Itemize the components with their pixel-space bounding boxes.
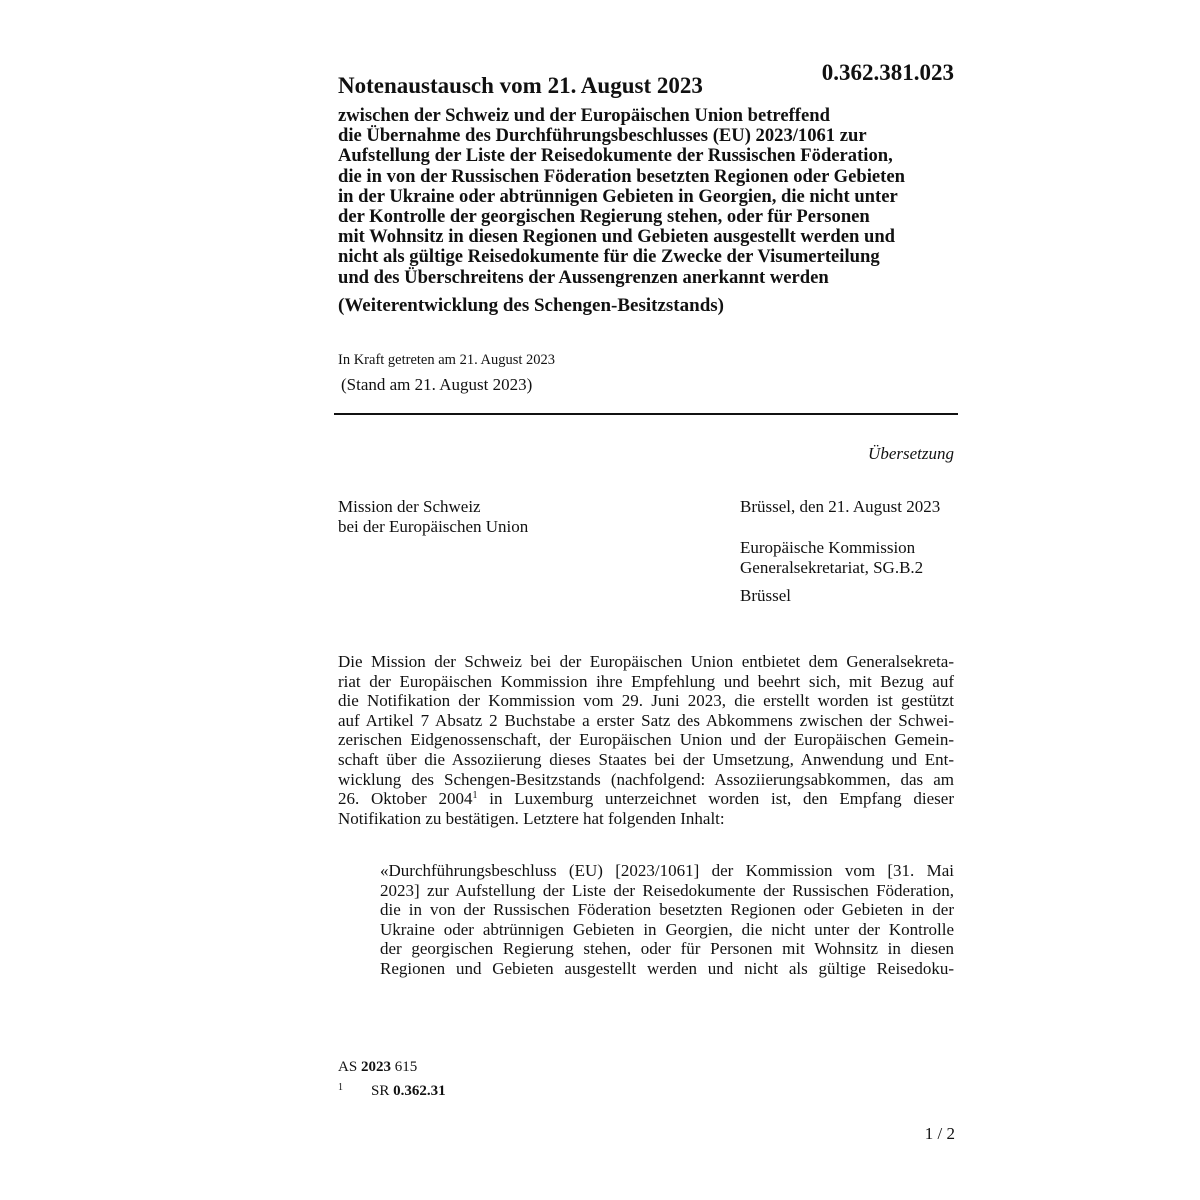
subtitle-line: der Kontrolle der georgischen Regierung stehen, oder für Personen xyxy=(338,206,870,228)
sender-block xyxy=(338,497,528,537)
letter-date: Brüssel, den 21. August 2023 xyxy=(740,497,941,516)
quote-line: die in von der Russischen Föderation besetzten Regionen oder Gebieten in der xyxy=(380,900,954,920)
sender-line: Mission der Schweiz xyxy=(338,497,481,516)
in-force-date: In Kraft getreten am 21. August 2023 xyxy=(338,352,556,368)
addressee-line: Generalsekretariat, SG.B.2 xyxy=(740,558,924,577)
body-line: schaft über die Assoziierung dieses Staates bei der Umsetzung, Anwendung und Ent- xyxy=(338,749,954,769)
as-page: 615 xyxy=(394,1059,418,1075)
body-line: die Notifikation der Kommission vom 29. Juni 2023, die erstellt worden ist gestützt xyxy=(338,691,954,711)
body-line: riat der Europäischen Kommission ihre Empfehlung und beehrt sich, mit Bezug auf xyxy=(338,671,954,691)
body-line: wicklung des Schengen-Besitzstands (nachfolgend: Assoziierungsabkommen, das am xyxy=(338,769,954,789)
as-prefix: AS xyxy=(338,1059,358,1075)
header-divider xyxy=(334,413,958,415)
body-text-segment: in Luxemburg unterzeichnet worden ist, den Empfang dieser xyxy=(477,789,954,809)
quote-line: Regionen und Gebieten ausgestellt werden und nicht als gültige Reisedoku- xyxy=(380,958,954,978)
addressee-line: Europäische Kommission xyxy=(740,538,916,557)
body-text-segment: 26. Oktober 2004 xyxy=(338,789,473,809)
subtitle-line: Aufstellung der Liste der Reisedokumente der Russischen Föderation, xyxy=(338,145,893,167)
official-compilation-reference xyxy=(338,1058,417,1076)
translation-label: Übersetzung xyxy=(868,444,954,463)
subtitle-line: zwischen der Schweiz und der Europäischen Union betreffend xyxy=(338,105,830,126)
footnote-sr-number[interactable]: 0.362.31 xyxy=(393,1083,446,1099)
subtitle-line: in der Ukraine oder abtrünnigen Gebieten in Georgien, die nicht unter xyxy=(338,185,898,207)
quote-line: Ukraine oder abtrünnigen Gebieten in Georgien, die nicht unter der Kontrolle xyxy=(380,919,954,939)
footnote-reference[interactable]: 1 xyxy=(472,790,478,802)
as-year: 2023 xyxy=(360,1059,391,1075)
body-line xyxy=(338,789,954,809)
subtitle-line: die in von der Russischen Föderation besetzten Regionen oder Gebieten xyxy=(338,165,905,187)
addressee-block xyxy=(740,538,923,578)
sender-line: bei der Europäischen Union xyxy=(338,517,529,536)
subtitle-line: mit Wohnsitz in diesen Regionen und Gebieten ausgestellt werden und xyxy=(338,226,896,248)
footnote xyxy=(338,1079,446,1100)
page-number: 1 / 2 xyxy=(924,1124,955,1143)
quote-line: der georgischen Regierung stehen, oder für Personen mit Wohnsitz in diesen xyxy=(380,939,954,959)
quote-line: 2023] zur Aufstellung der Liste der Reisedokumente der Russischen Föderation, xyxy=(380,880,954,900)
body-line: Die Mission der Schweiz bei der Europäischen Union entbietet dem Generalsekreta- xyxy=(338,652,954,671)
document-subtitle xyxy=(338,106,958,288)
status-date: (Stand am 21. August 2023) xyxy=(341,375,533,394)
subtitle-line: und des Überschreitens der Aussengrenzen anerkannt werden xyxy=(338,266,829,288)
sr-number: 0.362.381.023 xyxy=(821,60,954,85)
quote-line: «Durchführungsbeschluss (EU) [2023/1061] der Kommission vom [31. Mai xyxy=(380,861,954,880)
body-paragraph xyxy=(338,652,954,828)
body-line: zerischen Eidgenossenschaft, der Europäischen Union und der Europäischen Gemein- xyxy=(338,730,954,750)
schengen-note: (Weiterentwicklung des Schengen-Besitzstands) xyxy=(338,295,724,316)
subtitle-line: die Übernahme des Durchführungsbeschlusses (EU) 2023/1061 zur xyxy=(338,125,867,147)
body-line: Notifikation zu bestätigen. Letztere hat folgenden Inhalt: xyxy=(338,808,725,828)
document-title: Notenaustausch vom 21. August 2023 xyxy=(338,73,703,98)
quoted-notification xyxy=(380,861,954,979)
body-line: auf Artikel 7 Absatz 2 Buchstabe a erster Satz des Abkommens zwischen der Schwei- xyxy=(338,710,954,730)
footnote-number: 1 xyxy=(338,1082,343,1093)
subtitle-line: nicht als gültige Reisedokumente für die Zwecke der Visumerteilung xyxy=(338,246,880,268)
footnote-prefix: SR xyxy=(371,1083,390,1099)
addressee-city: Brüssel xyxy=(740,586,791,605)
